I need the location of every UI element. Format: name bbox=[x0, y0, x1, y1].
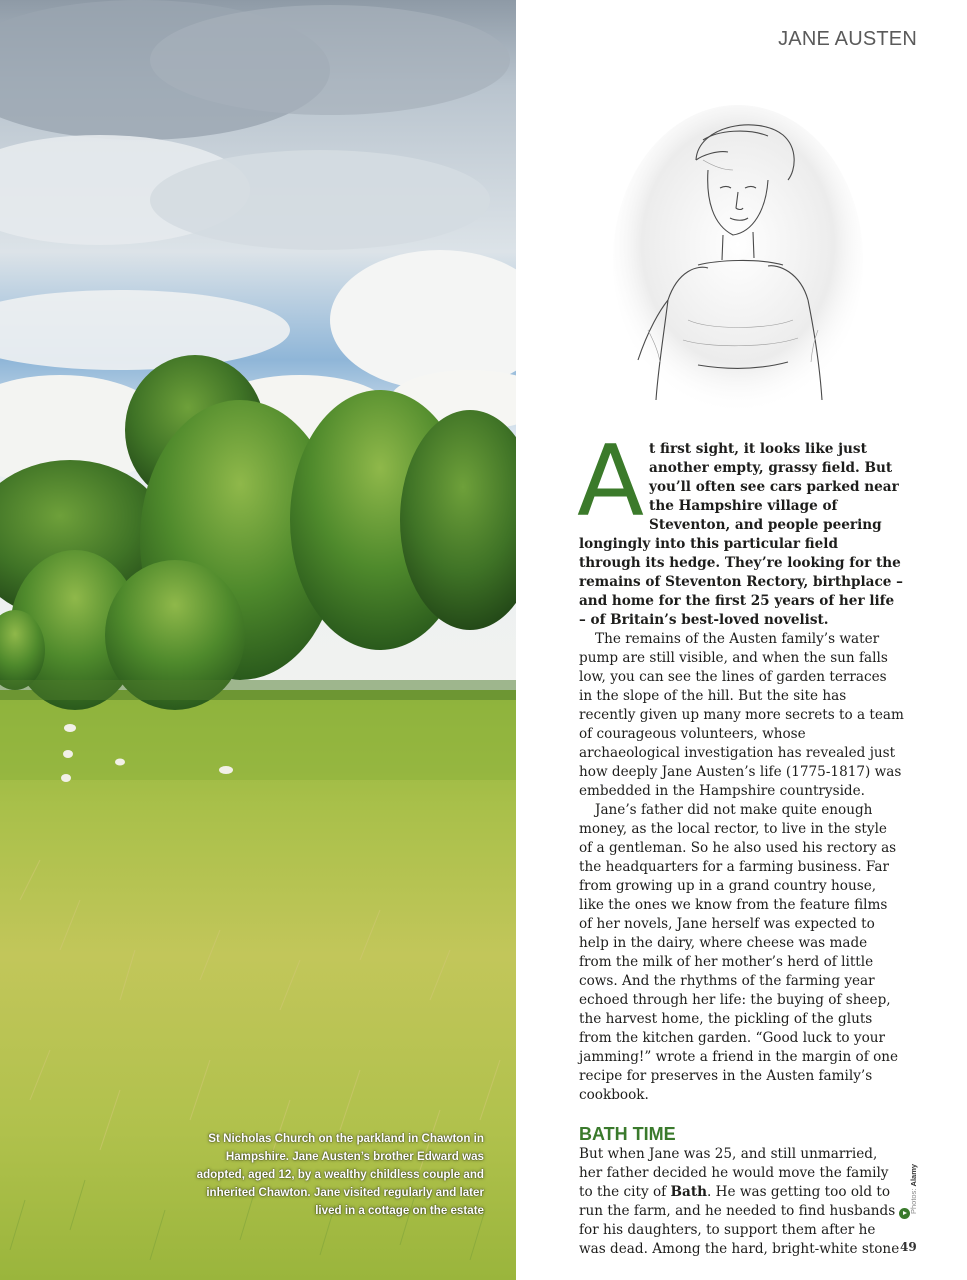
bath-text-after: . He was getting too old to run the farm, and he needed to find husbands for his daughters, to support them after he was dead. Among the hard, bright-white stone bbox=[579, 1184, 900, 1257]
bath-text-before: But when Jane was 25, and still unmarried, her father decided he would move the family to the city of bbox=[579, 1146, 889, 1200]
body-paragraph: The remains of the Austen family’s water pump are still visible, and when the sun falls low, you can see the lines of garden terraces in the slope of the hill. But the site has recently given up many more secrets to a team of courageous volunteers, whose archaeological investigation has revealed just how deeply Jane Austen’s life (1775-1817) was embedded in the Hampshire countryside. bbox=[579, 631, 904, 799]
body-paragraph-bath bbox=[579, 1145, 904, 1259]
portrait-engraving bbox=[608, 100, 868, 430]
photo-caption: St Nicholas Church on the parkland in Chawton in Hampshire. Jane Austen’s brother Edward was adopted, aged 12, by a wealthy childless couple and inherited Chawton. Jane visited regularly and later lived in a cottage on the estate bbox=[196, 1132, 484, 1217]
bath-bold-word: Bath bbox=[670, 1184, 707, 1200]
continue-arrow bbox=[887, 1203, 910, 1222]
credit-prefix: Photos: bbox=[909, 1186, 918, 1214]
article-body bbox=[577, 425, 904, 1259]
lead-text: t first sight, it looks like just another empty, grassy field. But you’ll often see cars parked near the Hampshire village of Steventon, and people peering longingly into this particular field through its hedge. They’re looking for the remains of Steventon Rectory, birthplace – and home for the first 25 years of her life – of Britain’s best-loved novelist. bbox=[579, 441, 903, 628]
page-number: 49 bbox=[900, 1240, 917, 1254]
drop-cap: A bbox=[577, 425, 645, 539]
lead-paragraph bbox=[577, 425, 904, 630]
section-label: JANE AUSTEN bbox=[778, 28, 917, 50]
subheading: BATH TIME bbox=[579, 1124, 676, 1144]
credit-name: Alamy bbox=[909, 1163, 918, 1187]
body-paragraph: Jane’s father did not make quite enough money, as the local rector, to live in the style of a gentleman. So he also used his rectory as the headquarters for a farming business. Far from growing up in a grand country house, like the ones we know from the feature films of her novels, Jane herself was expected to help in the dairy, where cheese was made from the milk of her mother’s herd of little cows. And the rhythms of the farming year echoed through her life: the buying of sheep, the harvest home, the pickling of the gluts from the kitchen garden. “Good luck to your jamming!” wrote a friend in the margin of one recipe for preserves in the Austen family’s cookbook. bbox=[579, 802, 899, 1103]
photo-credit bbox=[909, 1164, 918, 1214]
